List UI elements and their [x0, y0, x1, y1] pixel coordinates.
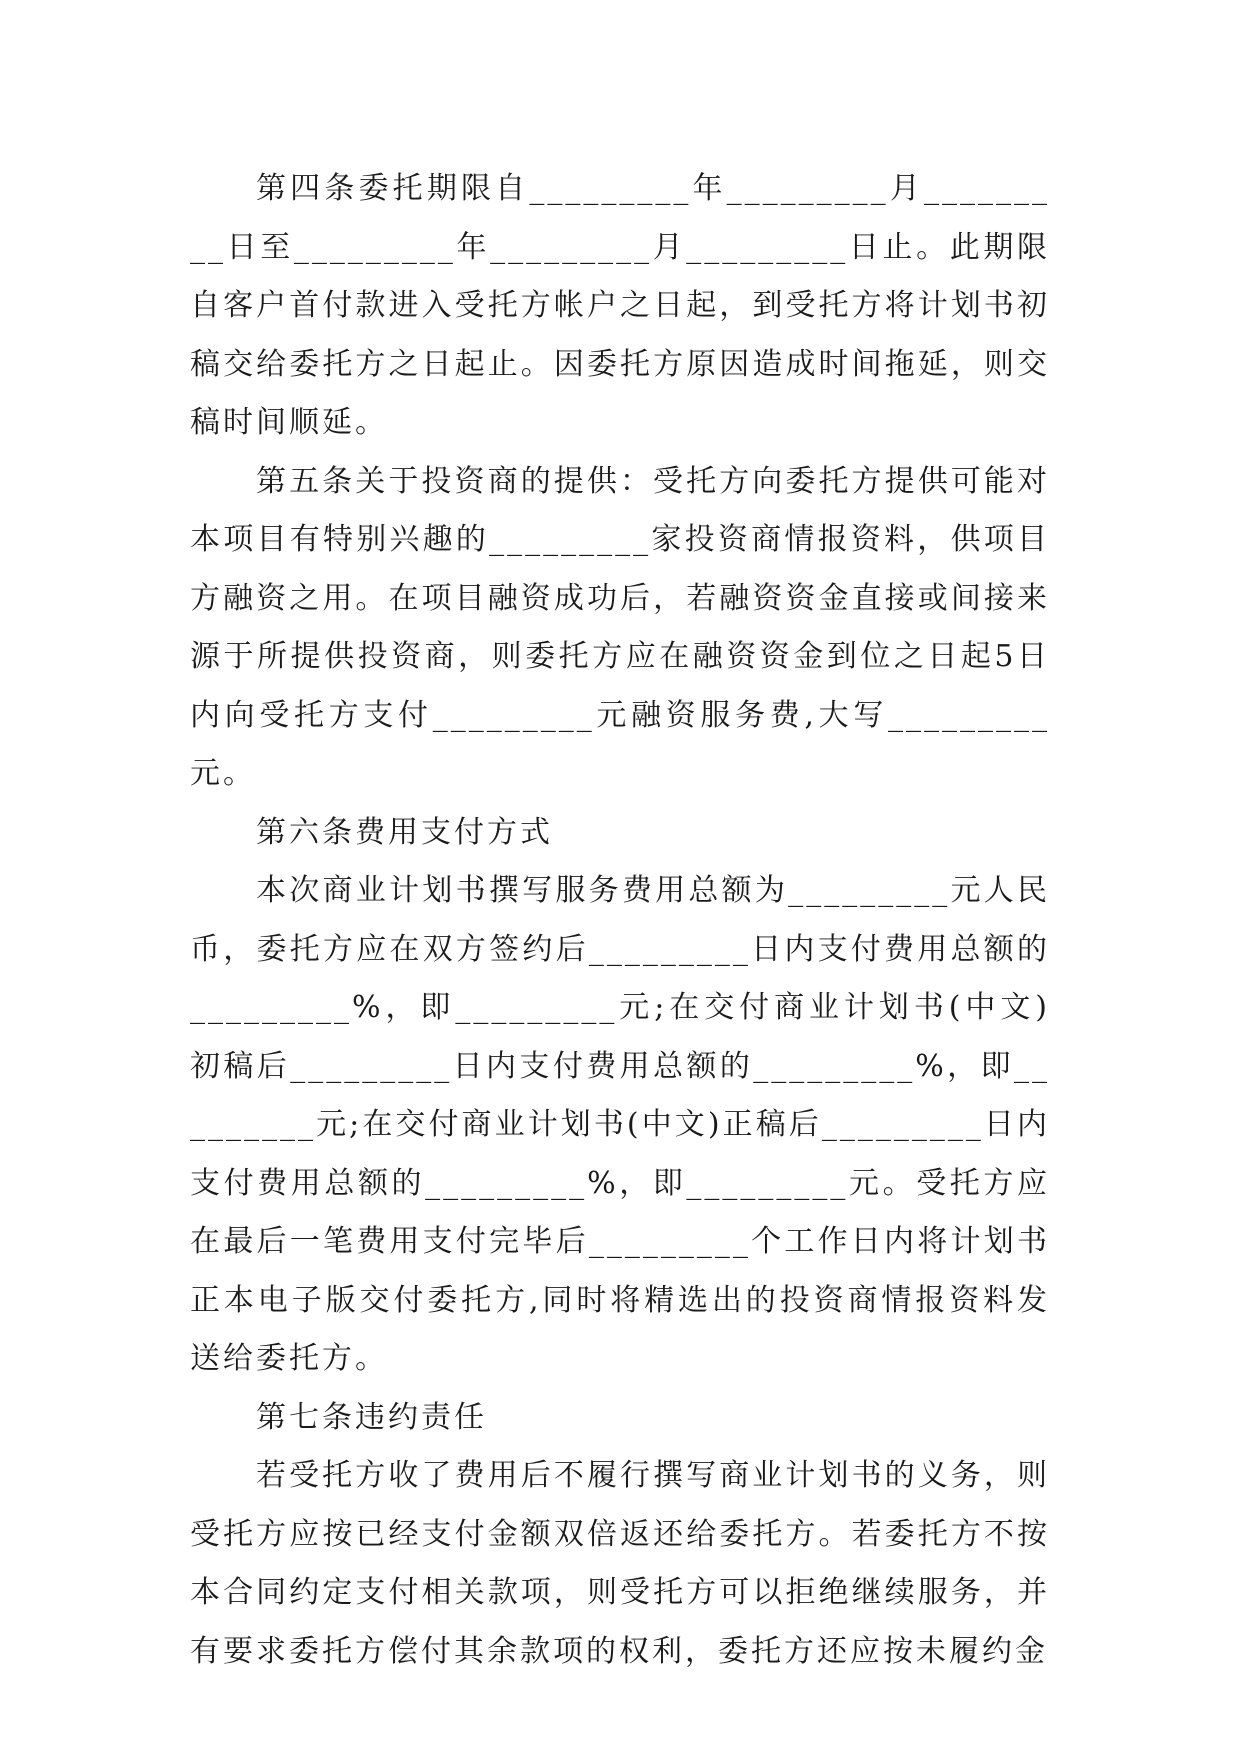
paragraph-article-4-term: 第四条委托期限自_________年_________月_________日至_________年_________月_________日止。此期限自客户首付款进入受托方帐户之日起，到受托方将计划书初稿交给委托方之日起止。因委托方原因造成时间拖延，则交稿时间顺延。 — [190, 171, 1050, 440]
heading-article-6-payment: 第六条费用支付方式 — [256, 814, 553, 850]
heading-article-7-liability: 第七条违约责任 — [256, 1399, 487, 1435]
paragraph-article-5-investors: 第五条关于投资商的提供：受托方向委托方提供可能对本项目有特别兴趣的_________家投资商情报资料，供项目方融资之用。在项目融资成功后，若融资资金直接或间接来源于所提供投资商，则委托方应在融资资金到位之日起5日内向受托方支付_________元融资服务费,大写_________元。 — [190, 463, 1050, 791]
paragraph-article-6-payment-terms: 本次商业计划书撰写服务费用总额为_________元人民币，委托方应在双方签约后_________日内支付费用总额的_________%，即_________元;在交付商业计划书(中文)初稿后_________日内支付费用总额的_________%，即_________元;在交付商业计划书(中文)正稿后_________日内支付费用总额的_________%，即_________元。受托方应在最后一笔费用支付完毕后_________个工作日内将计划书正本电子版交付委托方,同时将精选出的投资商情报资料发送给委托方。 — [190, 873, 1050, 1376]
paragraph-article-7-liability-terms: 若受托方收了费用后不履行撰写商业计划书的义务，则受托方应按已经支付金额双倍返还给委托方。若委托方不按本合同约定支付相关款项，则受托方可以拒绝继续服务，并有要求委托方偿付其余款项的权利，委托方还应按未履约金 — [190, 1458, 1050, 1669]
document-body — [190, 160, 1050, 1681]
